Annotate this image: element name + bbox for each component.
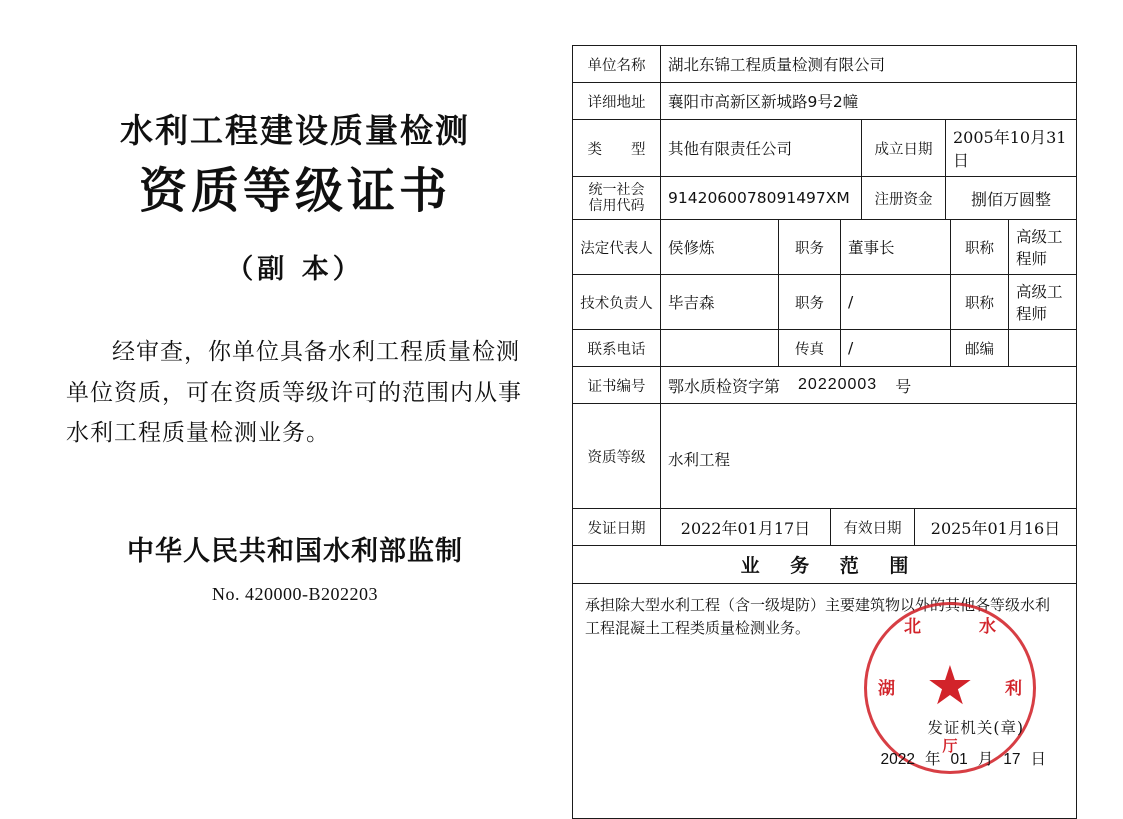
certificate-subtitle: （副 本） [226,254,364,286]
type-label: 类 型 [573,120,661,176]
capital-label: 注册资金 [862,177,946,219]
table-row-credit-code [573,177,1076,220]
table-row-tech-lead [573,275,1076,330]
phone-value [661,330,779,366]
credit-code-label [573,177,661,219]
fax-label: 传真 [779,330,841,366]
seal-text-bottom: 厅 [942,736,966,755]
postcode-value [1009,330,1076,366]
found-date-label: 成立日期 [862,120,946,176]
postcode-label: 邮编 [951,330,1009,366]
seal-text-right: 利 [1005,679,1022,700]
certificate-issuer: 中华人民共和国水利部监制 [127,536,463,567]
scope-header: 业 务 范 围 [740,555,921,578]
legal-title-value: 高级工程师 [1016,228,1063,269]
tech-post-label: 职务 [779,275,841,329]
seal-text-left: 湖 [878,679,895,700]
certificate-left-panel [60,110,530,605]
found-date-value: 2005年10月31日 [953,128,1067,170]
seal-date-day: 17 [1003,751,1021,769]
certificate-title-line1: 水利工程建设质量检测 [120,111,470,150]
table-row-cert-number [573,367,1076,404]
qualification-label: 资质等级 [573,404,661,508]
legal-rep-label: 法定代表人 [573,220,661,274]
credit-code-value: 9142060078091497XM [661,177,862,219]
valid-date-label: 有效日期 [831,509,915,545]
legal-rep-value: 侯修炼 [661,220,779,274]
seal-date-month: 01 [950,751,968,769]
issuing-authority-label: 发证机关(章) [927,719,1024,738]
table-row-legal-rep [573,220,1076,275]
certificate-info-table [572,45,1077,819]
table-row-scope-header [573,546,1076,584]
star-icon: ★ [925,654,975,718]
capital-value: 捌佰万圆整 [970,189,1051,209]
address-value: 襄阳市高新区新城路9号2幢 [668,93,859,111]
scope-text: 承担除大型水利工程（含一级堤防）主要建筑物以外的其他各等级水利工程混凝土工程类质量检测业务。 [585,596,1051,638]
table-row-type [573,120,1076,177]
address-label: 详细地址 [573,83,661,119]
table-row-dates [573,509,1076,546]
certificate-title-line2: 资质等级证书 [138,163,451,220]
legal-post-label: 职务 [779,220,841,274]
table-row-unit-name [573,46,1076,83]
fax-value: / [841,330,951,366]
qualification-value: 水利工程 [668,450,731,469]
valid-date-value: 2025年01月16日 [930,518,1061,538]
cert-no-prefix: 鄂水质检资字第 [668,376,781,396]
seal-date-year-unit: 年 [924,750,941,769]
seal-date-year: 2022 [880,751,915,769]
tech-lead-label: 技术负责人 [573,275,661,329]
issue-date-value: 2022年01月17日 [661,509,831,545]
credit-code-label-line2: 信用代码 [588,198,645,215]
certificate-body-text-content: 经审查，你单位具备水利工程质量检测单位资质，可在资质等级许可的范围内从事水利工程质量检测业务。 [66,339,522,446]
certificate-doc-number: No. 420000-B202203 [212,584,378,604]
seal-date-day-unit: 日 [1030,750,1046,769]
cert-no-number: 20220003 [798,376,878,394]
table-row-qualification [573,404,1076,509]
issue-date-label: 发证日期 [573,509,661,545]
cert-no-label: 证书编号 [573,367,661,403]
seal-date-line [880,747,1046,772]
phone-label: 联系电话 [573,330,661,366]
tech-title-value: 高级工程师 [1016,283,1063,324]
table-row-address [573,83,1076,120]
legal-title-label: 职称 [951,220,1009,274]
type-value: 其他有限责任公司 [661,120,862,176]
cert-no-value-cell [661,367,1076,403]
tech-lead-value: 毕吉森 [661,275,779,329]
unit-name-label: 单位名称 [573,46,661,82]
table-row-contact [573,330,1076,367]
unit-name-value: 湖北东锦工程质量检测有限公司 [668,56,886,74]
certificate-body-text [60,332,530,453]
credit-code-label-line1: 统一社会 [588,182,645,198]
tech-post-value: / [841,275,951,329]
seal-date-month-unit: 月 [977,750,994,769]
cert-no-suffix: 号 [895,376,912,396]
scope-body [573,584,1076,818]
seal-text-top: 北 水 [904,617,1022,638]
table-row-scope-body [573,584,1076,818]
legal-post-value: 董事长 [841,220,951,274]
tech-title-label: 职称 [951,275,1009,329]
